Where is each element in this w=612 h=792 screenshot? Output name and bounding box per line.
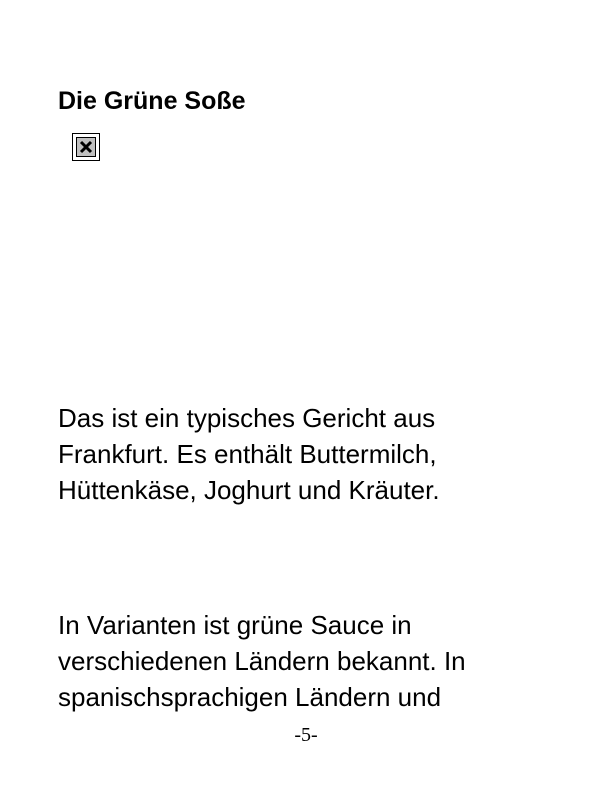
page-number: -5- — [294, 724, 318, 746]
paragraph-line: spanischsprachigen Ländern und — [58, 682, 442, 712]
page-title: Die Grüne Soße — [58, 87, 246, 115]
close-x-icon — [77, 138, 95, 156]
broken-image-icon — [72, 133, 100, 161]
image-placeholder — [76, 137, 96, 157]
paragraph-line: Hüttenkäse, Joghurt und Kräuter. — [58, 475, 440, 505]
paragraph-variants — [58, 607, 466, 715]
paragraph-frankfurt — [58, 400, 440, 508]
paragraph-line: verschiedenen Ländern bekannt. In — [58, 646, 466, 676]
paragraph-line: Frankfurt. Es enthält Buttermilch, — [58, 439, 437, 469]
paragraph-line: Das ist ein typisches Gericht aus — [58, 403, 436, 433]
paragraph-line: In Varianten ist grüne Sauce in — [58, 610, 412, 640]
